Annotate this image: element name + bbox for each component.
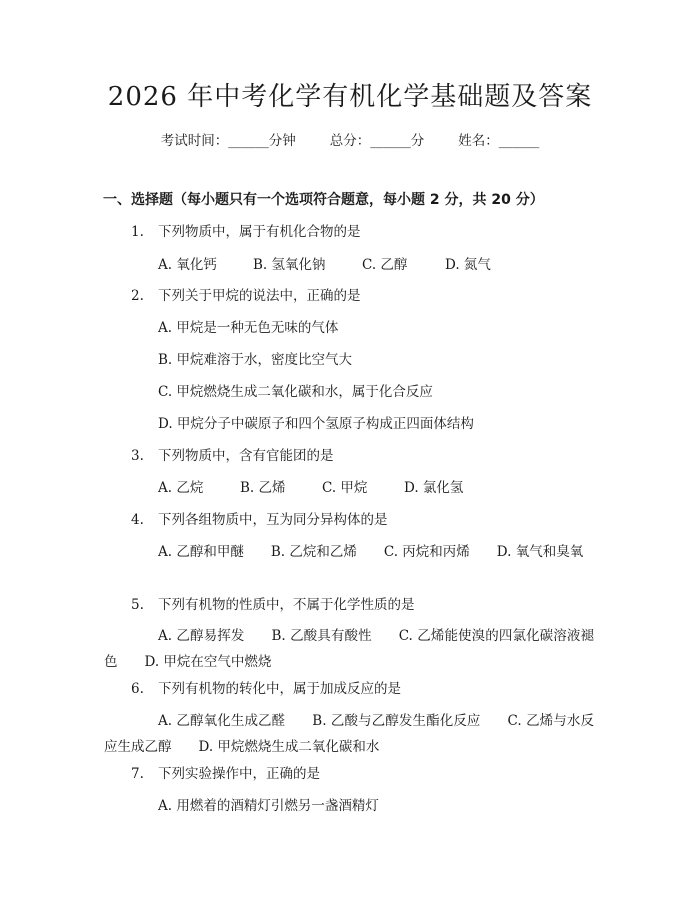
- option-c: C. 乙烯与水反应生成乙醇: [104, 713, 594, 755]
- option-c: C. 甲烷燃烧生成二氧化碳和水，属于化合反应: [158, 384, 433, 400]
- question-number: 5.: [131, 597, 144, 613]
- question-text: 下列各组物质中，互为同分异构体的是: [158, 512, 388, 528]
- option-b: B. 乙烷和乙烯: [270, 544, 357, 560]
- option-d: D. 甲烷燃烧生成二氧化碳和水: [198, 739, 380, 755]
- question-text: 下列物质中，含有官能团的是: [158, 448, 334, 464]
- question-6: [131, 679, 401, 699]
- option-d: D. 氧气和臭氧: [496, 544, 584, 560]
- question-text: 下列物质中，属于有机化合物的是: [158, 224, 361, 240]
- question-1: [131, 222, 361, 242]
- option-b: B. 乙酸具有酸性: [271, 628, 372, 644]
- option-c: C. 乙醇: [362, 257, 408, 273]
- option-a: A. 甲烷是一种无色无味的气体: [158, 320, 339, 336]
- option-b: B. 甲烷难溶于水，密度比空气大: [158, 352, 353, 368]
- question-4: [131, 510, 388, 530]
- question-number: 6.: [131, 681, 144, 697]
- question-number: 3.: [131, 448, 144, 464]
- question-text: 下列有机物的性质中，不属于化学性质的是: [158, 597, 415, 613]
- question-2: [131, 286, 361, 306]
- question-5: [131, 595, 415, 615]
- option-a: A. 乙醇氧化生成乙醛: [158, 713, 286, 729]
- question-number: 7.: [131, 766, 144, 782]
- option-d: D. 氯化氢: [404, 480, 464, 496]
- question-text: 下列关于甲烷的说法中，正确的是: [158, 288, 361, 304]
- option-c: C. 甲烷: [322, 480, 368, 496]
- exam-meta: [0, 131, 700, 151]
- question-number: 1.: [131, 224, 144, 240]
- question-7: [131, 764, 320, 784]
- student-name-field: 姓名：______: [458, 133, 540, 149]
- option-d: D. 甲烷分子中碳原子和四个氢原子构成正四面体结构: [158, 416, 474, 432]
- total-score-field: 总分：______分: [329, 133, 425, 149]
- question-text: 下列有机物的转化中，属于加成反应的是: [158, 681, 401, 697]
- option-c: C. 乙烯能使溴的四氯化碳溶液褪色: [104, 628, 594, 670]
- question-4-options: [104, 539, 594, 565]
- option-a: A. 乙醇易挥发: [158, 628, 245, 644]
- option-b: B. 氢氧化钠: [253, 257, 326, 273]
- option-b: B. 乙烯: [240, 480, 286, 496]
- question-5-options: [104, 623, 594, 675]
- question-text: 下列实验操作中，正确的是: [158, 766, 320, 782]
- question-3-options: [158, 478, 463, 498]
- option-a: A. 乙烷: [158, 480, 204, 496]
- section-heading: 一、选择题（每小题只有一个选项符合题意，每小题 2 分，共 20 分）: [103, 192, 544, 208]
- question-number: 4.: [131, 512, 144, 528]
- option-a: A. 乙醇和甲醚: [158, 544, 244, 560]
- question-1-options: [158, 255, 491, 275]
- question-3: [131, 446, 334, 466]
- option-b: B. 乙酸与乙醇发生酯化反应: [312, 713, 481, 729]
- exam-title: 2026 年中考化学有机化学基础题及答案: [107, 82, 593, 112]
- option-c: C. 丙烷和丙烯: [383, 544, 470, 560]
- exam-time-field: 考试时间：______分钟: [160, 133, 296, 149]
- option-d: D. 氮气: [445, 257, 491, 273]
- option-d: D. 甲烷在空气中燃烧: [144, 654, 272, 670]
- option-a: A. 氧化钙: [158, 257, 217, 273]
- question-number: 2.: [131, 288, 144, 304]
- question-6-options: [104, 708, 594, 760]
- option-a: A. 用燃着的酒精灯引燃另一盏酒精灯: [158, 798, 379, 814]
